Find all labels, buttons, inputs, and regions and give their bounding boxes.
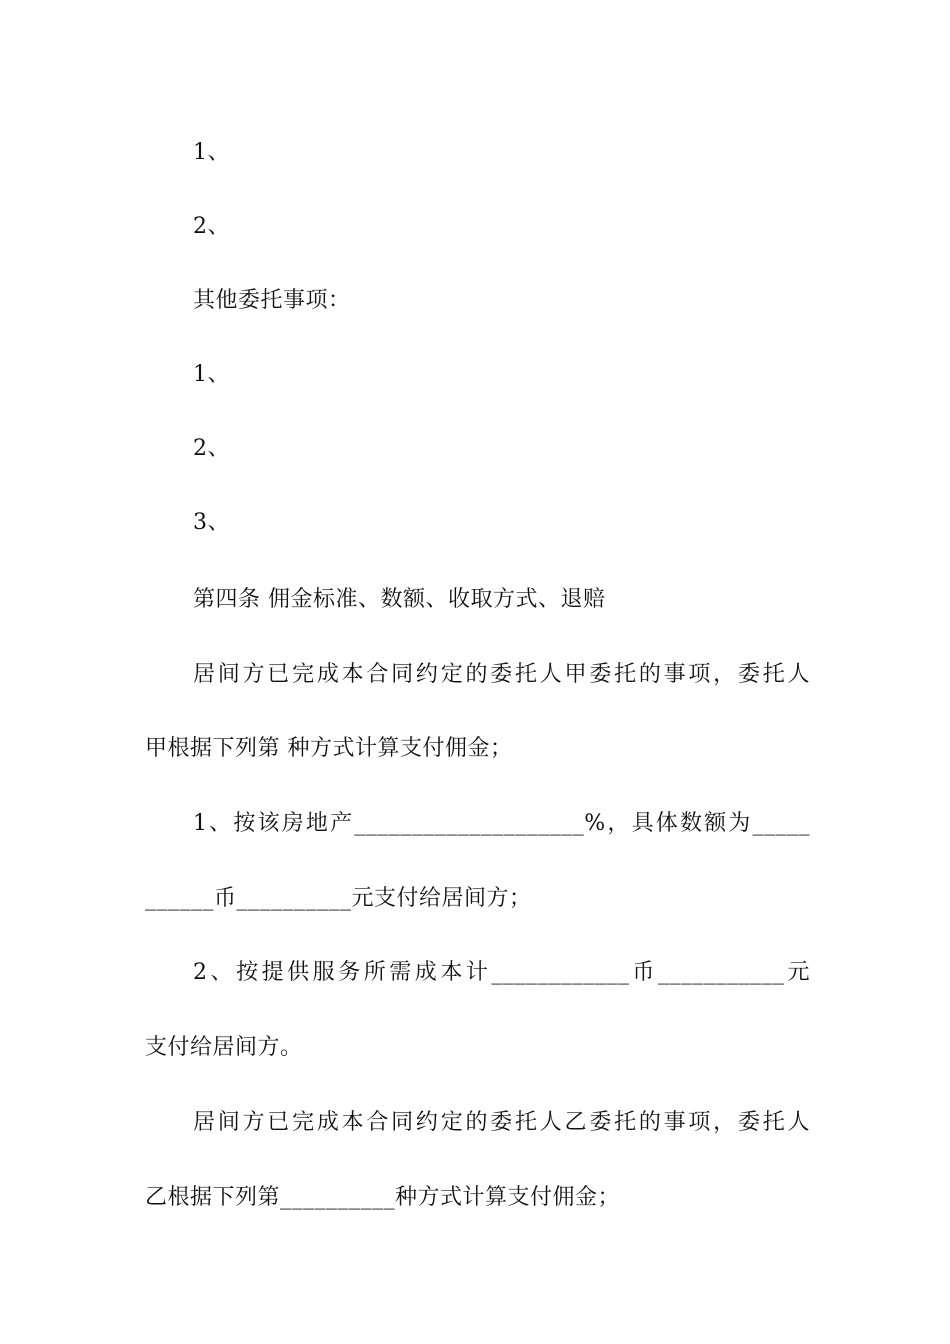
paragraph-line: 居间方已完成本合同约定的委托人甲委托的事项，委托人: [193, 662, 810, 687]
article-heading: 第四条 佣金标准、数额、收取方式、退赔: [193, 587, 606, 612]
paragraph-line: 1、按该房地产____________________%，具体数额为_____: [193, 811, 810, 836]
section-heading: 其他委托事项：: [193, 288, 351, 313]
list-item-number: 3、: [193, 510, 230, 535]
paragraph-line: 支付给居间方。: [145, 1035, 303, 1060]
paragraph-line: 乙根据下列第__________种方式计算支付佣金；: [145, 1185, 621, 1210]
list-item-number: 2、: [193, 436, 230, 461]
paragraph-line: 甲根据下列第 种方式计算支付佣金；: [145, 736, 513, 761]
list-item-number: 1、: [193, 362, 230, 387]
list-item-number: 1、: [193, 140, 230, 165]
list-item-number: 2、: [193, 214, 230, 239]
paragraph-line: ______币__________元支付给居间方；: [145, 886, 532, 911]
paragraph-line: 2、按提供服务所需成本计____________币___________元: [193, 960, 810, 985]
paragraph-line: 居间方已完成本合同约定的委托人乙委托的事项，委托人: [193, 1110, 810, 1135]
